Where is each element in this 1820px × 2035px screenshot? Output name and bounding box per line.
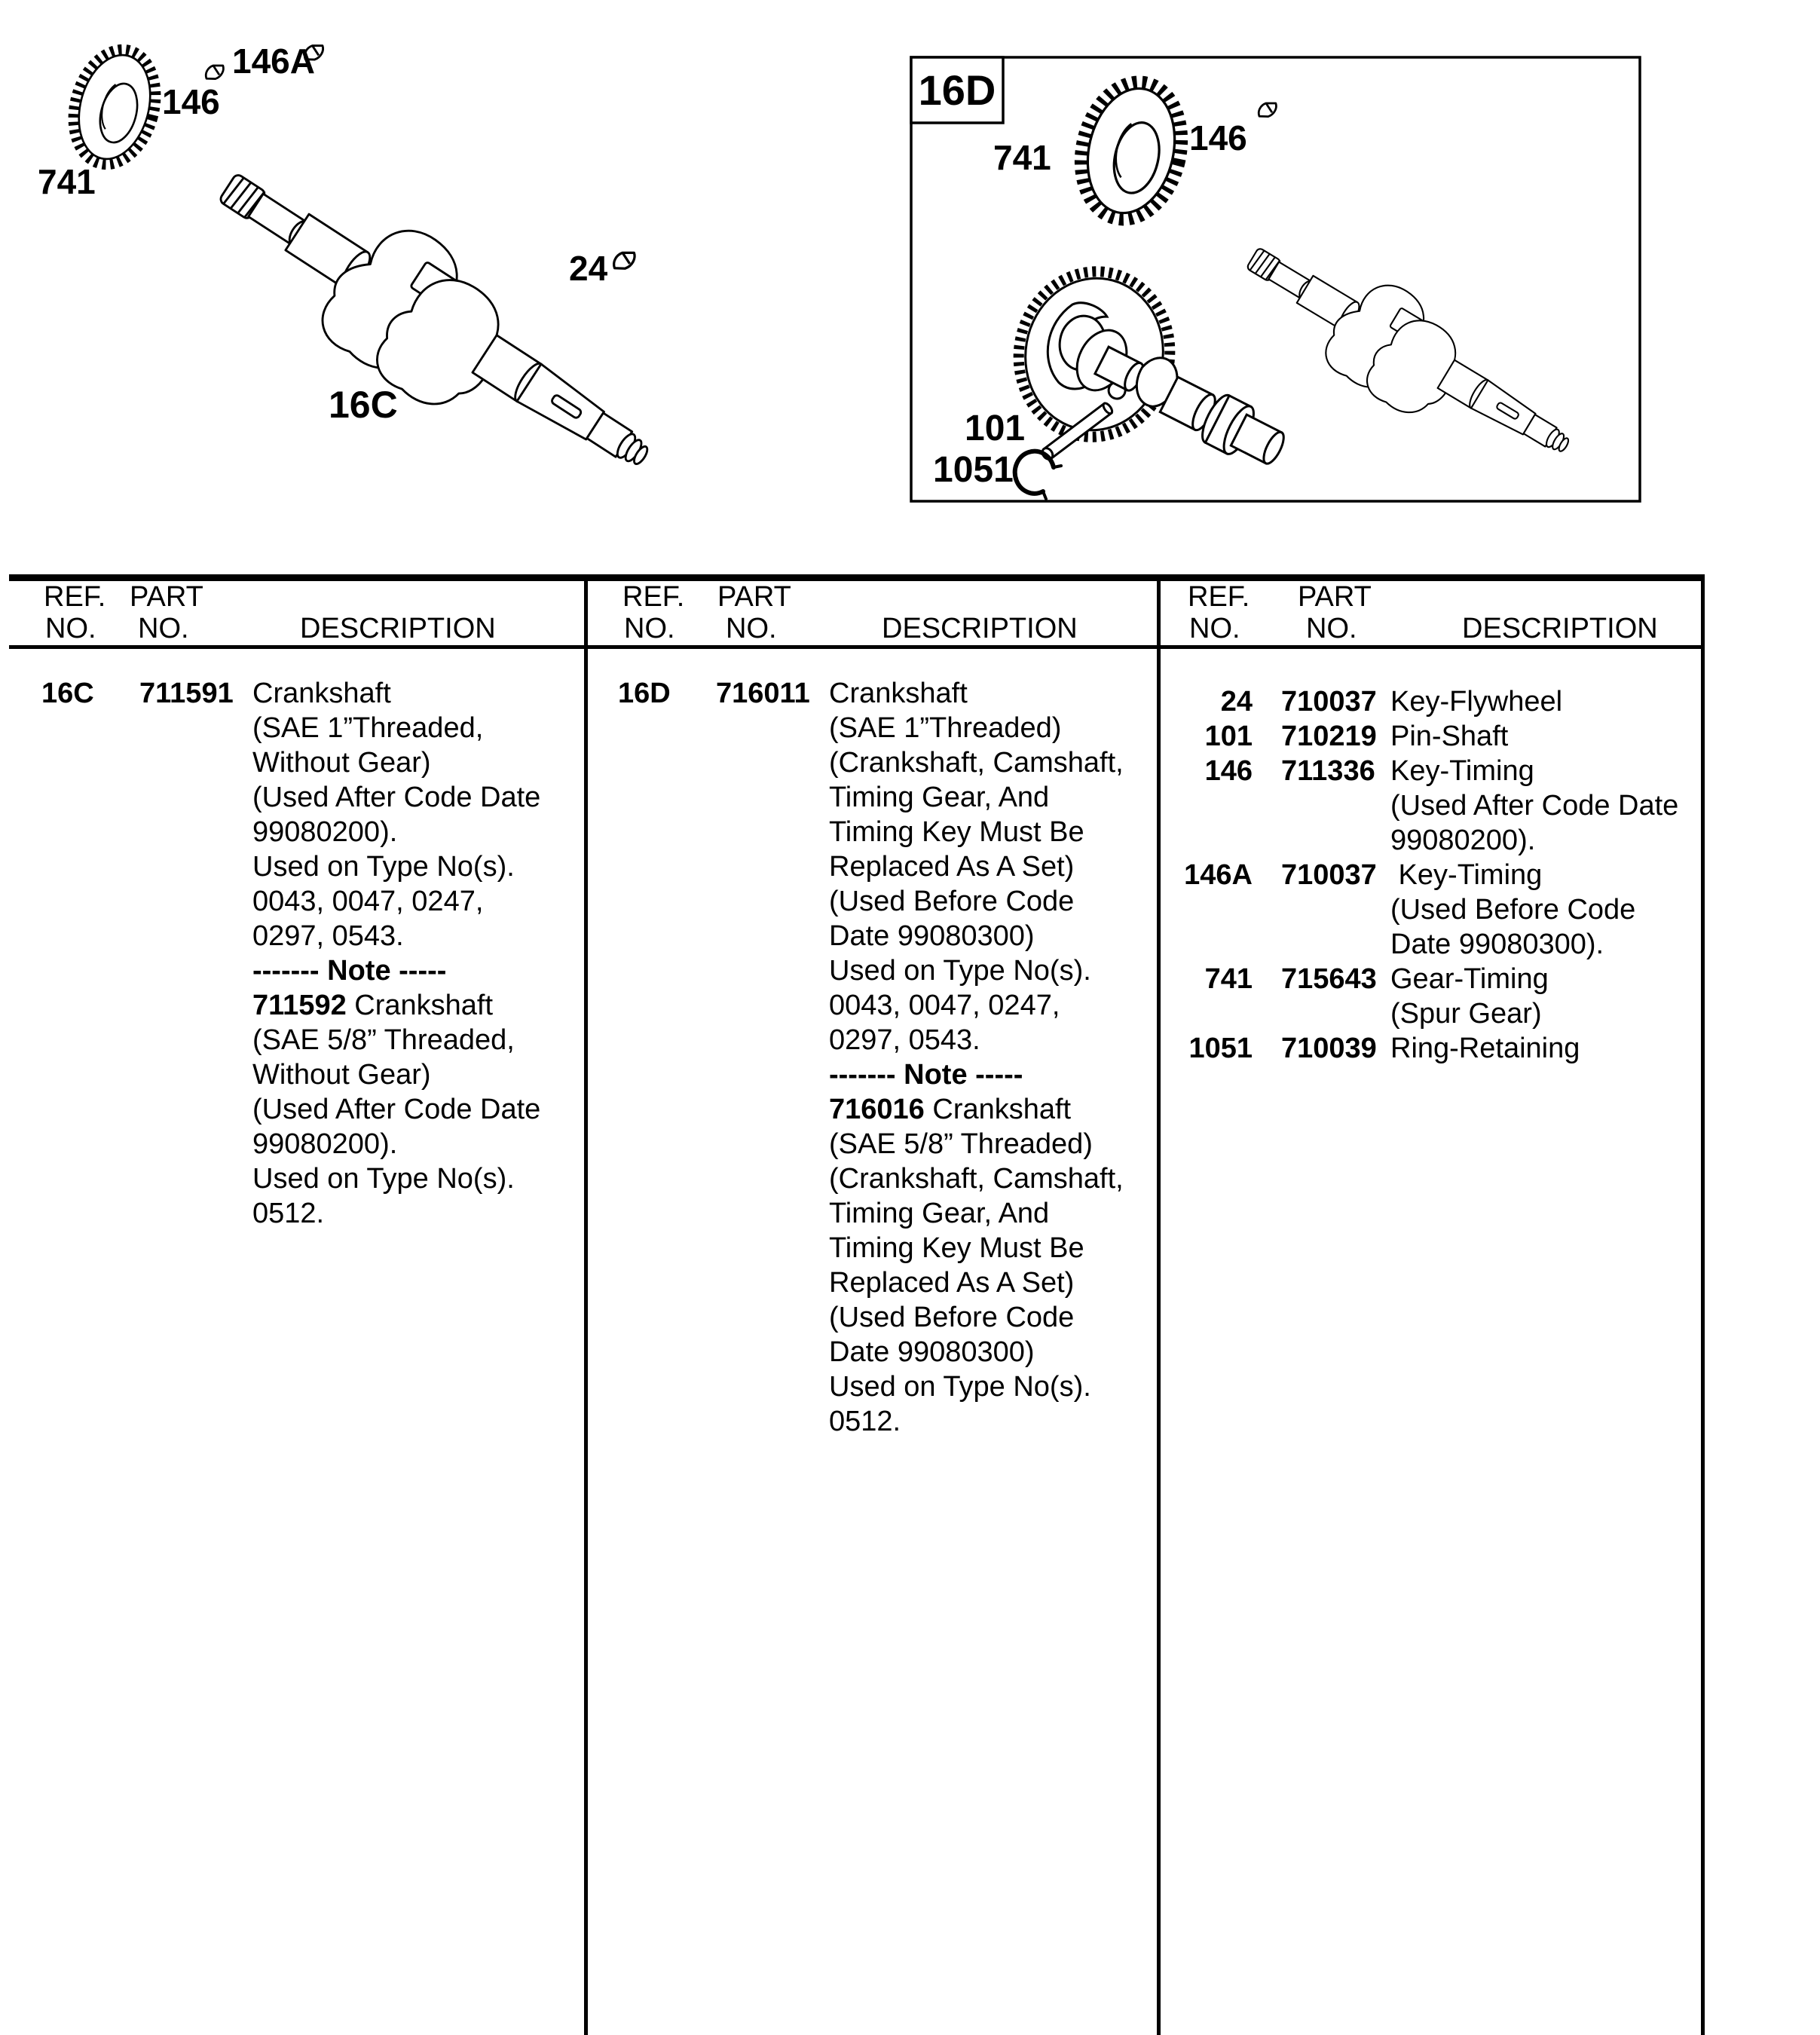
part-no: 710219 xyxy=(1281,721,1377,752)
table-header-rule xyxy=(9,645,1703,649)
description-line: 711592 Crankshaft xyxy=(252,990,494,1021)
retaining-ring-drawing-1051 xyxy=(1015,451,1061,499)
description-line: Used on Type No(s). xyxy=(252,851,515,883)
part-entry xyxy=(1158,858,1701,962)
description-line: Replaced As A Set) xyxy=(829,1267,1075,1299)
description-line: 99080200). xyxy=(1390,825,1536,856)
description-line: Timing Key Must Be xyxy=(829,1232,1084,1264)
timing-gear-drawing-right xyxy=(1068,72,1194,230)
header-desc-3: DESCRIPTION xyxy=(1462,613,1658,644)
parts-column-1 xyxy=(9,676,584,1231)
diagram-box-16d-tag xyxy=(911,57,1003,123)
key-flywheel-drawing-24 xyxy=(610,249,638,271)
description xyxy=(252,676,584,1231)
part-no: 710039 xyxy=(1281,1033,1377,1064)
ref-no: 146A xyxy=(1184,859,1253,891)
description-line: Date 99080300). xyxy=(1390,929,1604,960)
diagram-box-16d-label: 16D xyxy=(918,66,996,114)
description-line: 0297, 0543. xyxy=(829,1024,980,1056)
ref-no: 16D xyxy=(618,678,671,709)
description-line: (Crankshaft, Camshaft, xyxy=(829,1163,1124,1195)
header-partno-2: NO. xyxy=(726,613,777,644)
description-line: Crankshaft xyxy=(252,678,391,709)
header-part-3: PART xyxy=(1298,581,1372,613)
description-line: (Crankshaft, Camshaft, xyxy=(829,747,1124,779)
part-entry xyxy=(1158,962,1701,1031)
description-line: ------- Note ----- xyxy=(252,955,447,987)
description-line: (Used After Code Date xyxy=(1390,790,1679,822)
header-partno-1: NO. xyxy=(138,613,189,644)
header-ref-3: REF. xyxy=(1188,581,1250,613)
description-line: (Used Before Code xyxy=(1390,894,1636,926)
diagram-artwork xyxy=(0,0,1820,573)
description-line: 0512. xyxy=(829,1406,901,1437)
callout-741-left: 741 xyxy=(38,162,96,201)
header-refno-3: NO. xyxy=(1189,613,1240,644)
description-line: (SAE 1”Threaded, xyxy=(252,712,484,744)
description xyxy=(1375,962,1701,1031)
description-line: 0043, 0047, 0247, xyxy=(252,886,484,917)
table-right-rule xyxy=(1701,574,1705,2035)
timing-gear-drawing-left xyxy=(61,40,168,173)
description-line: (Used Before Code xyxy=(829,1302,1075,1333)
description-line: Without Gear) xyxy=(252,1059,431,1091)
ref-no: 146 xyxy=(1204,755,1253,787)
header-ref-1: REF. xyxy=(44,581,106,613)
description xyxy=(1375,1031,1701,1066)
description-line: Without Gear) xyxy=(252,747,431,779)
ref-no: 1051 xyxy=(1188,1033,1253,1064)
callout-16c: 16C xyxy=(329,384,398,426)
header-part-1: PART xyxy=(130,581,203,613)
description xyxy=(1375,858,1701,962)
part-entry xyxy=(1158,719,1701,754)
part-no: 711591 xyxy=(139,678,234,709)
description-line: (SAE 1”Threaded) xyxy=(829,712,1062,744)
description-line: 99080200). xyxy=(252,816,398,848)
description-line: Gear-Timing xyxy=(1390,963,1549,995)
callout-101: 101 xyxy=(965,409,1026,448)
header-desc-2: DESCRIPTION xyxy=(882,613,1078,644)
callout-146-left: 146 xyxy=(162,82,220,121)
callout-1051: 1051 xyxy=(933,450,1014,490)
description-line: Key-Timing xyxy=(1390,859,1543,891)
description-line: Crankshaft xyxy=(829,678,968,709)
description-line: 0043, 0047, 0247, xyxy=(829,990,1060,1021)
description-line: Key-Flywheel xyxy=(1390,686,1563,718)
description-line: Used on Type No(s). xyxy=(252,1163,515,1195)
description-line: Timing Gear, And xyxy=(829,1198,1050,1229)
key-timing-drawing-right xyxy=(1256,100,1279,120)
parts-column-3 xyxy=(1158,684,1701,1066)
description xyxy=(1375,754,1701,858)
header-refno-1: NO. xyxy=(45,613,96,644)
description-line: (Used Before Code xyxy=(829,886,1075,917)
description-line: (Used After Code Date xyxy=(252,782,541,813)
parts-column-2 xyxy=(586,676,1157,1439)
part-no: 716011 xyxy=(716,678,810,709)
ref-no: 16C xyxy=(41,678,94,709)
part-entry xyxy=(1158,1031,1701,1066)
part-no: 710037 xyxy=(1281,859,1377,891)
part-entry xyxy=(586,676,1157,1439)
description-line: 99080200). xyxy=(252,1128,398,1160)
header-ref-2: REF. xyxy=(622,581,685,613)
description-line: Replaced As A Set) xyxy=(829,851,1075,883)
description-line: (SAE 5/8” Threaded) xyxy=(829,1128,1093,1160)
description-line: Key-Timing xyxy=(1390,755,1534,787)
description-line: Date 99080300) xyxy=(829,920,1035,952)
callout-146-right: 146 xyxy=(1189,118,1247,158)
description-line: (Spur Gear) xyxy=(1390,998,1542,1030)
part-entry xyxy=(9,676,584,1231)
description-line: Pin-Shaft xyxy=(1390,721,1509,752)
ref-no: 741 xyxy=(1204,963,1253,995)
key-timing-drawing-146 xyxy=(203,63,226,82)
crankshaft-drawing-16c xyxy=(186,129,682,521)
table-top-rule xyxy=(9,574,1703,581)
ref-no: 101 xyxy=(1204,721,1253,752)
description-line: Timing Gear, And xyxy=(829,782,1050,813)
description-line: Timing Key Must Be xyxy=(829,816,1084,848)
header-refno-2: NO. xyxy=(624,613,675,644)
description xyxy=(1375,719,1701,754)
ref-no: 24 xyxy=(1220,686,1253,718)
description-line: 0297, 0543. xyxy=(252,920,404,952)
header-part-2: PART xyxy=(717,581,791,613)
description-line: Date 99080300) xyxy=(829,1336,1035,1368)
part-entry xyxy=(1158,684,1701,719)
part-entry xyxy=(1158,754,1701,858)
callout-24-left: 24 xyxy=(569,249,608,288)
description-line: Ring-Retaining xyxy=(1390,1033,1580,1064)
description xyxy=(1375,684,1701,719)
description-line: 0512. xyxy=(252,1198,325,1229)
description-line: Used on Type No(s). xyxy=(829,955,1091,987)
part-no: 710037 xyxy=(1281,686,1377,718)
header-desc-1: DESCRIPTION xyxy=(300,613,496,644)
description-line: (Used After Code Date xyxy=(252,1094,541,1125)
callout-741-right: 741 xyxy=(993,138,1051,177)
description-line: Used on Type No(s). xyxy=(829,1371,1091,1403)
description-line: ------- Note ----- xyxy=(829,1059,1023,1091)
header-partno-3: NO. xyxy=(1306,613,1357,644)
callout-146a-left: 146A xyxy=(232,41,315,81)
part-no: 715643 xyxy=(1281,963,1377,995)
description xyxy=(829,676,1157,1439)
description-line: 716016 Crankshaft xyxy=(829,1094,1072,1125)
part-no: 711336 xyxy=(1281,755,1375,787)
description-line: (SAE 5/8” Threaded, xyxy=(252,1024,515,1056)
